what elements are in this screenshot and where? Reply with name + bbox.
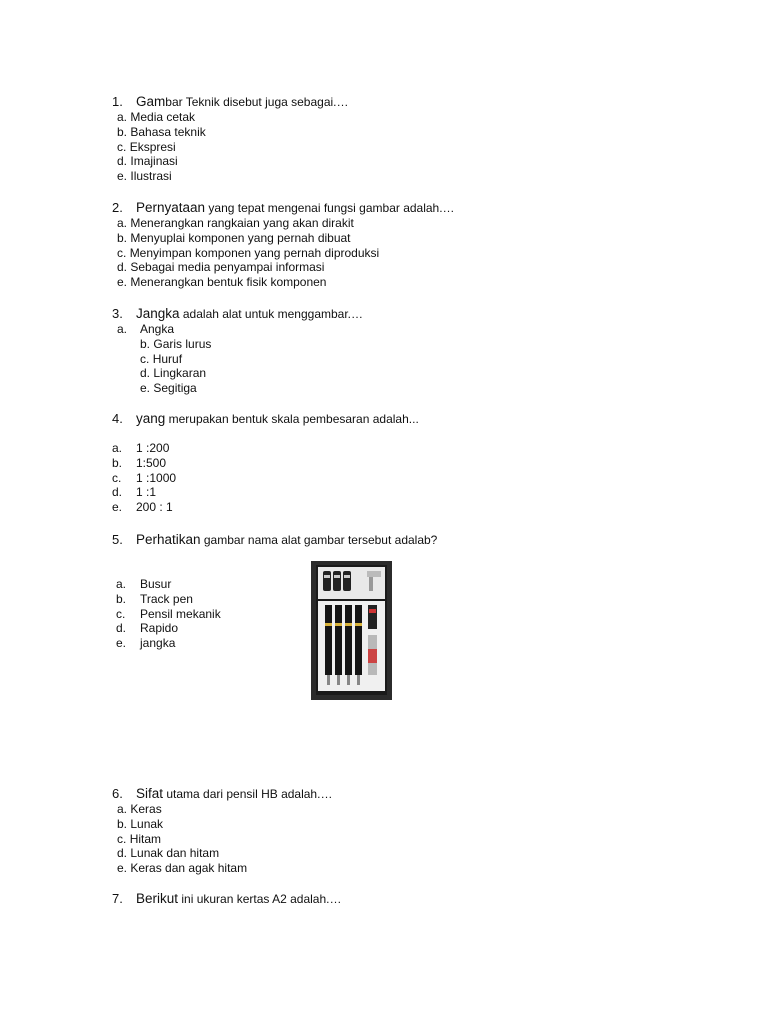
question-number: 6. bbox=[112, 786, 123, 801]
question-text: ini ukuran kertas A2 adalah.… bbox=[178, 892, 342, 906]
question-lead: Pernyataan bbox=[136, 200, 206, 215]
question-lead: Perhatikan bbox=[136, 532, 201, 547]
question-stem bbox=[112, 786, 332, 802]
question-stem bbox=[112, 200, 455, 216]
question-3 bbox=[112, 306, 363, 396]
option-e: e. Ilustrasi bbox=[117, 169, 172, 184]
question-number: 5. bbox=[112, 532, 123, 547]
question-lead: Sifat bbox=[136, 786, 164, 801]
pen-set-illustration bbox=[311, 561, 392, 700]
question-stem bbox=[112, 94, 349, 110]
option-d: d. Imajinasi bbox=[117, 154, 178, 169]
option-e: e. Segitiga bbox=[140, 381, 197, 396]
question-lead: Jangka bbox=[136, 306, 180, 321]
question-1 bbox=[112, 94, 349, 184]
question-number: 3. bbox=[112, 306, 123, 321]
option-d: d. Lingkaran bbox=[140, 366, 207, 381]
question-stem bbox=[112, 891, 341, 907]
question-number: 2. bbox=[112, 200, 123, 215]
option-a: a. Menerangkan rangkaian yang akan dirakit bbox=[117, 216, 354, 230]
question-text: utama dari pensil HB adalah.… bbox=[163, 787, 333, 801]
question-text: merupakan bentuk skala pembesaran adalah... bbox=[165, 412, 419, 426]
question-number: 7. bbox=[112, 891, 123, 906]
option-a: a. Angka bbox=[117, 322, 175, 336]
option-e: e. Menerangkan bentuk fisik komponen bbox=[117, 275, 327, 290]
question-text: yang tepat mengenai fungsi gambar adalah.… bbox=[205, 201, 455, 215]
option-d: d. Lunak dan hitam bbox=[117, 846, 220, 861]
option-b: b. Track pen bbox=[116, 591, 193, 606]
option-b: b. 1:500 bbox=[112, 455, 167, 470]
option-e: e. Keras dan agak hitam bbox=[117, 861, 248, 876]
question-2 bbox=[112, 200, 455, 290]
options-list bbox=[112, 110, 349, 184]
option-a: a. Busur bbox=[116, 577, 172, 591]
options-list bbox=[112, 322, 363, 396]
options-list bbox=[112, 216, 455, 290]
options-list bbox=[112, 802, 332, 876]
option-c: c. Hitam bbox=[117, 831, 162, 846]
option-c: c. Ekspresi bbox=[117, 139, 176, 154]
option-b: b. Menyuplai komponen yang pernah dibuat bbox=[117, 230, 351, 245]
option-c: c. 1 :1000 bbox=[112, 470, 177, 485]
option-c: c. Menyimpan komponen yang pernah diproduksi bbox=[117, 245, 380, 260]
drafting-pen-set-image bbox=[311, 561, 392, 700]
question-lead: Gam bbox=[136, 94, 166, 109]
option-a: a. Keras bbox=[117, 802, 162, 816]
question-text: gambar nama alat gambar tersebut adalab? bbox=[200, 533, 438, 547]
option-a: a. Media cetak bbox=[117, 110, 196, 124]
question-text: adalah alat untuk menggambar.… bbox=[179, 307, 363, 321]
option-b: b. Bahasa teknik bbox=[117, 124, 206, 139]
option-d: d. Sebagai media penyampai informasi bbox=[117, 260, 325, 275]
question-4 bbox=[112, 411, 419, 515]
option-e: e. jangka bbox=[116, 636, 176, 651]
option-b: b. Lunak bbox=[117, 816, 164, 831]
option-c: c. Huruf bbox=[140, 351, 183, 366]
question-6 bbox=[112, 786, 332, 876]
question-lead: Berikut bbox=[136, 891, 179, 906]
question-stem bbox=[112, 532, 437, 548]
options-list bbox=[112, 441, 419, 515]
question-number: 1. bbox=[112, 94, 123, 109]
option-e: e. 200 : 1 bbox=[112, 500, 173, 515]
question-text: bar Teknik disebut juga sebagai.… bbox=[165, 95, 349, 109]
option-c: c. Pensil mekanik bbox=[116, 606, 221, 621]
question-stem bbox=[112, 306, 363, 322]
option-b: b. Garis lurus bbox=[140, 336, 212, 351]
question-lead: yang bbox=[136, 411, 166, 426]
option-d: d. 1 :1 bbox=[112, 485, 157, 500]
option-a: a. 1 :200 bbox=[112, 441, 170, 455]
option-d: d. Rapido bbox=[116, 621, 179, 636]
question-number: 4. bbox=[112, 411, 123, 426]
question-7 bbox=[112, 891, 341, 907]
question-stem bbox=[112, 411, 419, 427]
